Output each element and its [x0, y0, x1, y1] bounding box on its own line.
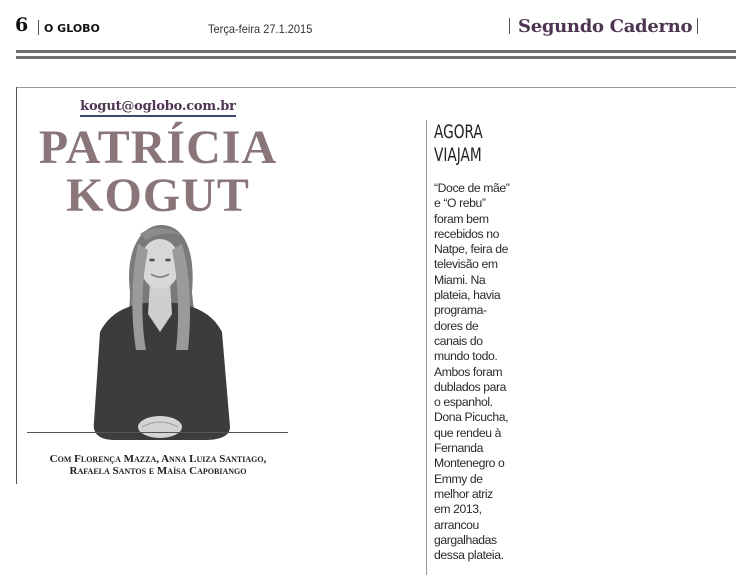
- body-line: Montenegro o: [434, 456, 505, 471]
- body-line: Natpe, feira de: [434, 242, 508, 257]
- author-first-name: PATRÍCIA: [38, 121, 278, 174]
- author-email-link[interactable]: kogut@oglobo.com.br: [80, 99, 236, 117]
- body-line: televisão em: [434, 257, 498, 272]
- newspaper-name: O GLOBO: [44, 22, 100, 35]
- body-line: em 2013,: [434, 502, 482, 517]
- portrait-icon: [80, 222, 240, 446]
- body-line: “Doce de mãe”: [434, 181, 510, 195]
- body-line: Emmy de: [434, 471, 483, 486]
- body-line: foram bem: [434, 211, 489, 226]
- body-line: e “O rebu”: [434, 196, 486, 211]
- body-line: programa-: [434, 303, 487, 318]
- headline-line-1: AGORA: [434, 121, 483, 143]
- author-email[interactable]: [0, 97, 316, 115]
- article-headline: [434, 121, 483, 167]
- body-line: Fernanda: [434, 441, 483, 456]
- body-line: canais do: [434, 333, 483, 348]
- credits-line-1: Com Florença Mazza, Anna Luiza Santiago,: [49, 453, 267, 465]
- body-line: Miami. Na: [434, 272, 486, 287]
- body-line: dores de: [434, 318, 479, 333]
- header-divider: [38, 20, 39, 35]
- body-line: o espanhol.: [434, 395, 493, 410]
- body-line: dublados para: [434, 379, 507, 394]
- issue-date: Terça-feira 27.1.2015: [208, 22, 313, 36]
- body-line: mundo todo.: [434, 349, 498, 364]
- body-line: arrancou: [434, 517, 479, 532]
- headline-line-2: VIAJAM: [434, 144, 482, 166]
- author-last-name: KOGUT: [66, 169, 250, 222]
- section-divider-right: [697, 18, 698, 34]
- section-title: Segundo Caderno: [518, 16, 693, 37]
- body-line: que rendeu à: [434, 425, 502, 440]
- body-line: Dona Picucha,: [434, 410, 509, 425]
- article-body: [434, 181, 514, 563]
- header-rule-top: [16, 50, 736, 53]
- section-divider-left: [509, 18, 510, 34]
- page-number: 6: [15, 14, 29, 36]
- column-credits: [0, 453, 316, 477]
- body-line: plateia, havia: [434, 288, 501, 303]
- column-box-top-border: [16, 87, 736, 88]
- body-line: melhor atriz: [434, 486, 493, 501]
- article-column-rule: [426, 120, 427, 575]
- body-line: recebidos no: [434, 226, 499, 241]
- body-line: dessa plateia.: [434, 548, 504, 563]
- body-line: Ambos foram: [434, 364, 503, 379]
- author-photo: [80, 222, 240, 446]
- body-line: gargalhadas: [434, 532, 497, 547]
- header-rule-bottom: [16, 56, 736, 59]
- photo-baseline-rule: [27, 432, 288, 433]
- credits-line-2: Rafaela Santos e Maísa Capobiango: [69, 465, 247, 477]
